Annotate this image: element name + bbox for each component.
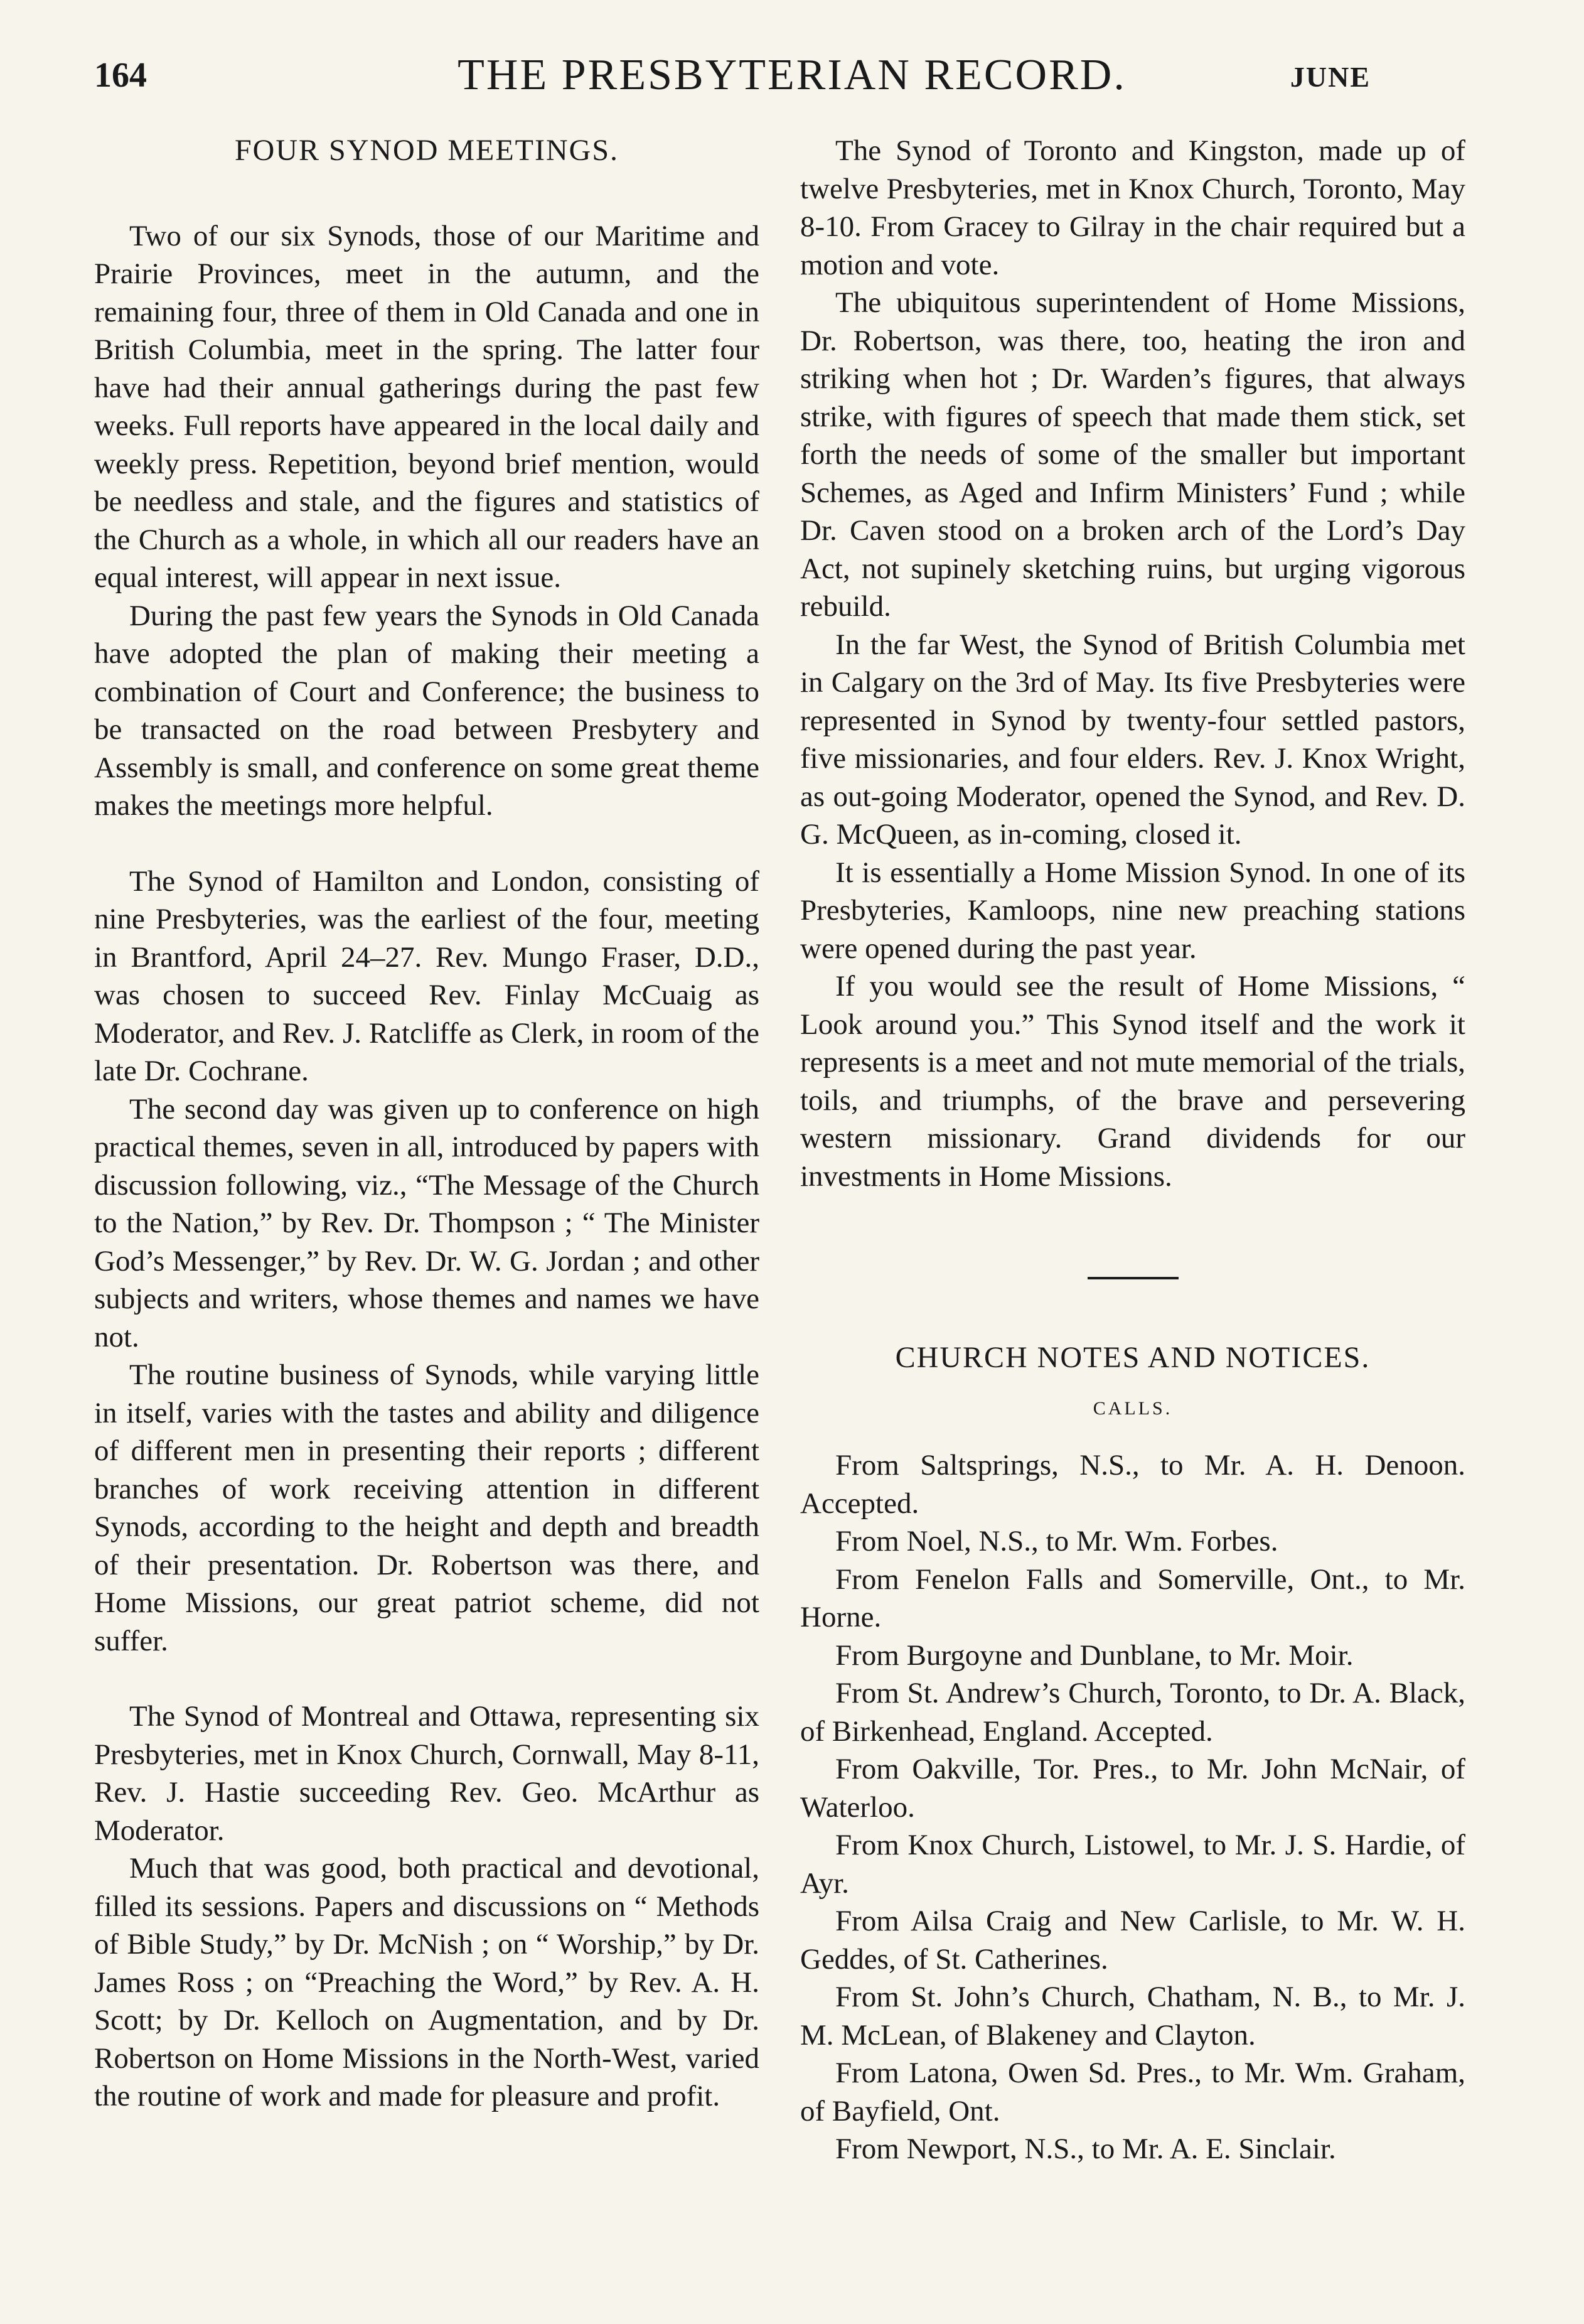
paragraph: The Synod of Montreal and Ottawa, representing six Presbyteries, met in Knox Church, Cornwall, May 8-11, Rev. J. Hastie succeeding Rev. Geo. McArthur as Moderator.: [94, 1700, 759, 1847]
paragraph: During the past few years the Synods in Old Canada have adopted the plan of making their meeting a combination of Court and Conference; the business to be transacted on the road between Presbytery and Assembly is small, and conference on some great theme makes the meetings more helpful.: [94, 599, 759, 822]
call-notice: From Burgoyne and Dunblane, to Mr. Moir.: [835, 1638, 1354, 1672]
call-notice: From Knox Church, Listowel, to Mr. J. S. Hardie, of Ayr.: [800, 1829, 1465, 1900]
article-heading-four-synod-meetings: FOUR SYNOD MEETINGS.: [234, 134, 619, 167]
paragraph: The ubiquitous superintendent of Home Missions, Dr. Robertson, was there, too, heating the iron and striking when hot ; Dr. Warden’s figures, that always strike, with figures of speech that made them stick, set forth the needs of some of the smaller but important Schemes, as Aged and Infirm Ministers’ Fund ; while Dr. Caven stood on a broken arch of the Lord’s Day Act, not supinely sketching ruins, but urging vigorous rebuild.: [800, 286, 1465, 623]
paragraph: Much that was good, both practical and devotional, filled its sessions. Papers and discussions on “ Methods of Bible Study,” by Dr. McNish ; on “ Worship,” by Dr. James Ross ; on “Preaching the Word,” by Rev. A. H. Scott; by Dr. Kelloch on Augmentation, and by Dr. Robertson on Home Missions in the North-West, varied the routine of work and made for pleasure and profit.: [94, 1852, 759, 2112]
paragraph: It is essentially a Home Mission Synod. In one of its Presbyteries, Kamloops, nine new preaching stations were opened during the past year.: [800, 856, 1465, 965]
left-column: [94, 132, 759, 2116]
paragraph: The Synod of Hamilton and London, consisting of nine Presbyteries, was the earliest of the four, meeting in Brantford, April 24–27. Rev. Mungo Fraser, D.D., was chosen to succeed Rev. Finlay McCuaig as Moderator, and Rev. J. Ratcliffe as Clerk, in room of the late Dr. Cochrane.: [94, 864, 759, 1087]
call-notice: From Ailsa Craig and New Carlisle, to Mr. W. H. Geddes, of St. Catherines.: [800, 1905, 1465, 1976]
subheading-calls: CALLS.: [1093, 1397, 1173, 1419]
section-divider: [1088, 1277, 1179, 1279]
issue-month: JUNE: [1290, 61, 1371, 93]
call-notice: From Saltsprings, N.S., to Mr. A. H. Denoon. Accepted.: [800, 1449, 1465, 1520]
page-number: 164: [94, 56, 147, 95]
page-header: [0, 50, 1584, 107]
call-notice: From Noel, N.S., to Mr. Wm. Forbes.: [835, 1525, 1278, 1557]
paragraph: The second day was given up to conference on high practical themes, seven in all, introduced by papers with discussion following, viz., “The Message of the Church to the Nation,” by Rev. Dr. Thompson ; “ The Minister God’s Messenger,” by Rev. Dr. W. G. Jordan ; and other subjects and writers, whose themes and names we have not.: [94, 1092, 759, 1353]
call-notice: From St. Andrew’s Church, Toronto, to Dr. A. Black, of Birkenhead, England. Accepted.: [800, 1677, 1465, 1748]
paragraph: In the far West, the Synod of British Columbia met in Calgary on the 3rd of May. Its five Presbyteries were represented in Synod by twenty-four settled pastors, five missionaries, and four elders. Rev. J. Knox Wright, as out-going Moderator, opened the Synod, and Rev. D. G. McQueen, as in-coming, closed it.: [800, 628, 1465, 851]
paragraph: If you would see the result of Home Missions, “ Look around you.” This Synod itself and the work it represents is a meet and not mute memorial of the trials, toils, and triumphs, of the brave and persevering western missionary. Grand dividends for our investments in Home Missions.: [800, 970, 1465, 1193]
call-notice: From St. John’s Church, Chatham, N. B., to Mr. J. M. McLean, of Blakeney and Clayton.: [800, 1981, 1465, 2052]
paragraph: The Synod of Toronto and Kingston, made up of twelve Presbyteries, met in Knox Church, Toronto, May 8-10. From Gracey to Gilray in the chair required but a motion and vote.: [800, 134, 1465, 281]
paragraph: Two of our six Synods, those of our Maritime and Prairie Provinces, meet in the autumn, and the remaining four, three of them in Old Canada and one in British Columbia, meet in the spring. The latter four have had their annual gatherings during the past few weeks. Full reports have appeared in the local daily and weekly press. Repetition, beyond brief mention, would be needless and stale, and the figures and statistics of the Church as a whole, in which all our readers have an equal interest, will appear in next issue.: [94, 219, 759, 594]
journal-title: THE PRESBYTERIAN RECORD.: [458, 51, 1126, 99]
section-heading-church-notes: CHURCH NOTES AND NOTICES.: [895, 1341, 1371, 1374]
right-column: [800, 132, 1465, 2168]
paragraph: The routine business of Synods, while varying little in itself, varies with the tastes and ability and diligence of different men in presenting their reports ; different branches of work receiving attention in different Synods, according to the height and depth and breadth of their presentation. Dr. Robertson was there, and Home Missions, our great patriot scheme, did not suffer.: [94, 1358, 759, 1657]
call-notice: From Latona, Owen Sd. Pres., to Mr. Wm. Graham, of Bayfield, Ont.: [800, 2057, 1465, 2128]
call-notice: From Newport, N.S., to Mr. A. E. Sinclair.: [835, 2133, 1336, 2165]
call-notice: From Fenelon Falls and Somerville, Ont., to Mr. Horne.: [800, 1563, 1465, 1633]
call-notice: From Oakville, Tor. Pres., to Mr. John McNair, of Waterloo.: [800, 1753, 1465, 1824]
